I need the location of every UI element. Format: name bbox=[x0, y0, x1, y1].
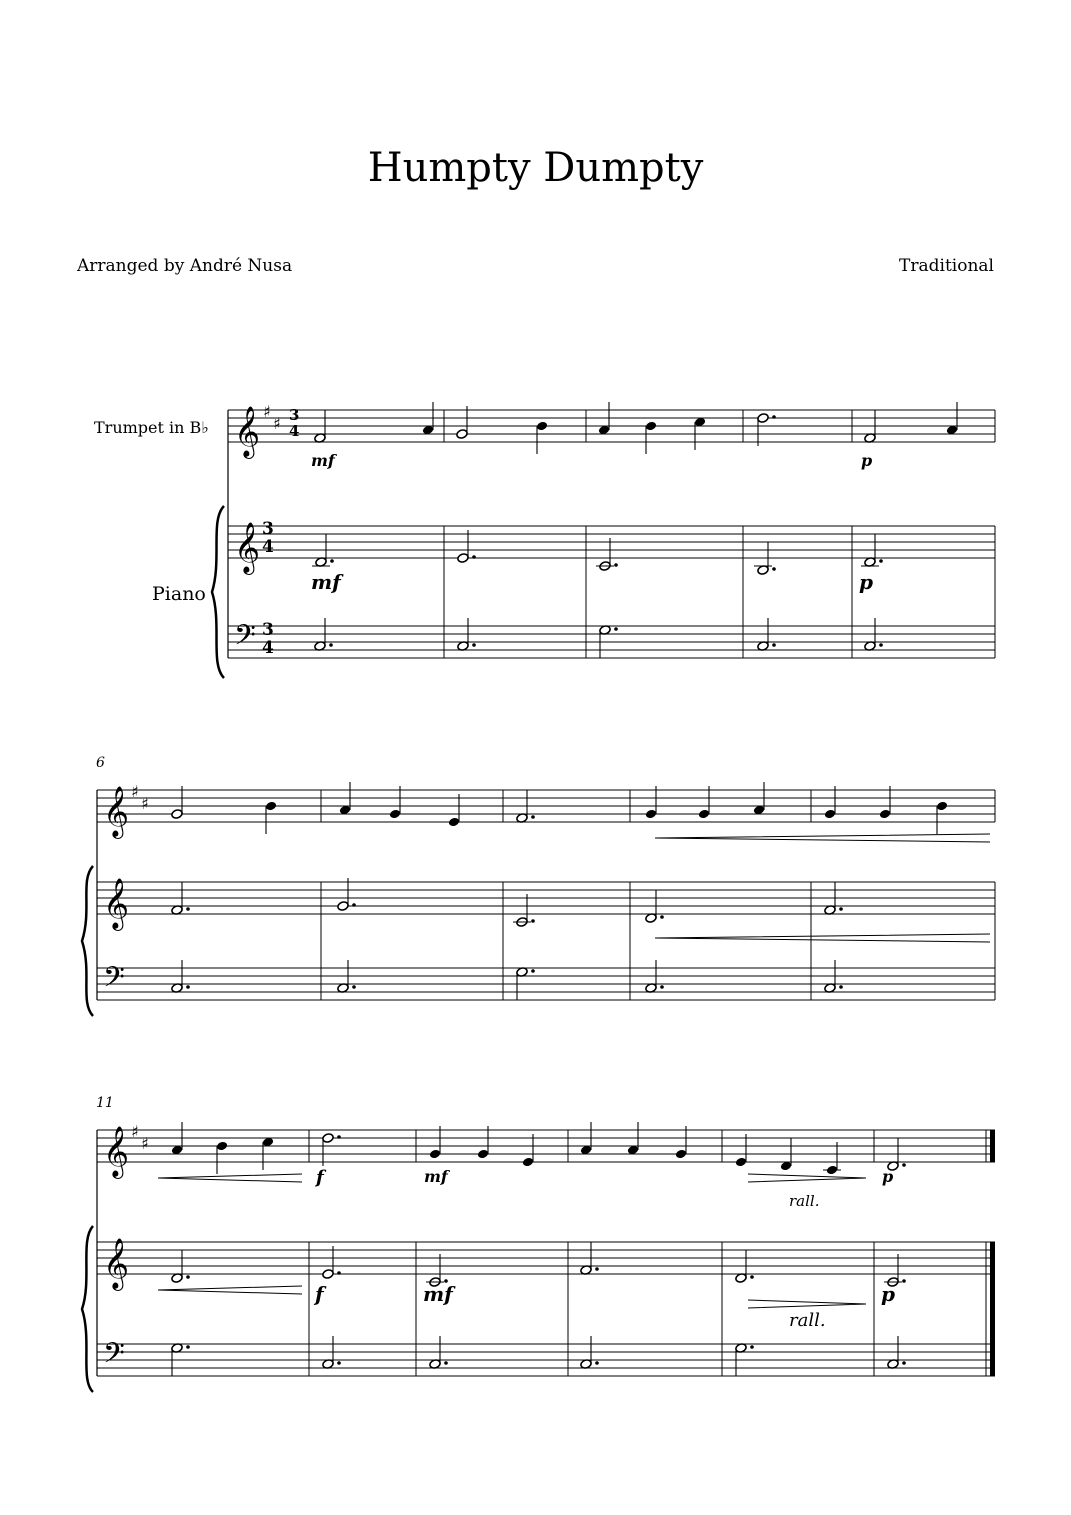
note bbox=[698, 786, 710, 819]
note bbox=[887, 1336, 906, 1369]
note bbox=[456, 406, 468, 439]
notes-layer bbox=[171, 402, 958, 1376]
note bbox=[879, 786, 891, 819]
note bbox=[645, 421, 657, 454]
note bbox=[675, 1126, 687, 1159]
piano-bass-staff-3 bbox=[97, 1344, 995, 1376]
treble-clef-icon: 𝄞 bbox=[234, 406, 261, 457]
note bbox=[946, 402, 958, 435]
trumpet-staff-3 bbox=[97, 1130, 995, 1162]
note bbox=[645, 960, 664, 993]
note bbox=[314, 410, 326, 443]
time-sig-lower: 4 bbox=[262, 537, 274, 557]
piano-brace-1 bbox=[212, 506, 224, 678]
treble-clef-icon: 𝄞 bbox=[103, 878, 130, 929]
note bbox=[337, 878, 356, 911]
note bbox=[322, 1133, 341, 1166]
note bbox=[216, 1141, 228, 1174]
note bbox=[753, 782, 765, 815]
note bbox=[936, 801, 948, 834]
note bbox=[735, 1250, 754, 1283]
note bbox=[757, 618, 776, 651]
dynamic-mf: mf bbox=[423, 1282, 453, 1306]
dynamic-mf: mf bbox=[311, 451, 335, 470]
crescendo-hairpin bbox=[158, 1174, 302, 1182]
note bbox=[522, 1134, 534, 1167]
svg-text:♯: ♯ bbox=[263, 402, 271, 421]
note bbox=[598, 402, 610, 435]
note bbox=[864, 618, 883, 651]
trumpet-staff-1 bbox=[228, 410, 995, 442]
note bbox=[171, 786, 183, 819]
piano-brace-2 bbox=[82, 866, 93, 1016]
time-sig-upper: 3 bbox=[289, 406, 300, 424]
time-sig-lower: 4 bbox=[262, 638, 274, 658]
time-sig-upper: 3 bbox=[262, 620, 274, 640]
piano-brace-3 bbox=[82, 1226, 93, 1392]
crescendo-hairpin bbox=[655, 834, 990, 842]
note bbox=[429, 1126, 441, 1159]
dynamic-p: p bbox=[859, 570, 873, 594]
dynamic-f: f bbox=[315, 1282, 324, 1306]
treble-clef-icon: 𝄞 bbox=[103, 1126, 130, 1177]
note bbox=[448, 794, 460, 827]
note bbox=[824, 882, 843, 915]
note bbox=[824, 786, 836, 819]
dynamic-mf: mf bbox=[424, 1167, 448, 1186]
note bbox=[315, 534, 334, 567]
measure-number: 11 bbox=[96, 1095, 114, 1111]
note bbox=[735, 1343, 754, 1376]
note bbox=[645, 786, 657, 819]
piano-bass-staff-2 bbox=[97, 968, 995, 1000]
note bbox=[757, 542, 776, 575]
dynamic-f: f bbox=[316, 1167, 324, 1188]
note bbox=[339, 782, 351, 815]
note bbox=[429, 1336, 448, 1369]
note bbox=[627, 1122, 639, 1155]
piano-treble-staff-3 bbox=[97, 1242, 995, 1274]
composer-credit: Traditional bbox=[899, 256, 994, 276]
note bbox=[171, 1250, 190, 1283]
crescendo-hairpin bbox=[158, 1286, 302, 1294]
piano-treble-staff-2 bbox=[97, 882, 995, 914]
note bbox=[457, 530, 476, 563]
note bbox=[536, 421, 548, 454]
note bbox=[457, 618, 476, 651]
note bbox=[265, 801, 277, 834]
note bbox=[389, 786, 401, 819]
note bbox=[171, 882, 190, 915]
note bbox=[171, 960, 190, 993]
trumpet-label: Trumpet in B♭ bbox=[94, 418, 209, 437]
note bbox=[780, 1138, 792, 1171]
arranger-credit: Arranged by André Nusa bbox=[77, 256, 293, 276]
svg-text:♯: ♯ bbox=[141, 1134, 149, 1153]
note bbox=[516, 790, 535, 823]
note bbox=[599, 625, 618, 658]
key-signature-sharps bbox=[131, 402, 281, 1153]
decrescendo-hairpin bbox=[748, 1174, 866, 1182]
treble-clef-icon: 𝄞 bbox=[103, 1238, 130, 1289]
note bbox=[864, 534, 883, 567]
dynamic-p: p bbox=[881, 1282, 895, 1306]
crescendo-hairpin bbox=[655, 934, 990, 942]
dynamic-p: p bbox=[882, 1167, 894, 1186]
treble-clef-icon: 𝄞 bbox=[103, 786, 130, 837]
measure-number: 6 bbox=[96, 755, 105, 771]
note bbox=[422, 402, 434, 435]
piano-treble-staff-1 bbox=[228, 526, 995, 558]
trumpet-staff-2 bbox=[97, 790, 995, 822]
svg-text:♯: ♯ bbox=[141, 794, 149, 813]
note bbox=[580, 1336, 599, 1369]
time-sig-upper: 3 bbox=[262, 519, 274, 539]
dynamic-p: p bbox=[861, 451, 873, 470]
note bbox=[262, 1137, 274, 1170]
tempo-rall: rall. bbox=[789, 1310, 826, 1331]
note bbox=[322, 1246, 341, 1279]
note bbox=[171, 1122, 183, 1155]
score-title: Humpty Dumpty bbox=[367, 145, 704, 191]
note bbox=[645, 890, 664, 923]
note bbox=[314, 618, 333, 651]
svg-text:♯: ♯ bbox=[273, 414, 281, 433]
note bbox=[864, 410, 876, 443]
piano-label: Piano bbox=[152, 583, 206, 605]
bass-clef-icon: 𝄢 bbox=[234, 619, 256, 659]
note bbox=[580, 1122, 592, 1155]
svg-text:♯: ♯ bbox=[131, 782, 139, 801]
note bbox=[735, 1134, 747, 1167]
note bbox=[516, 967, 535, 1000]
note bbox=[477, 1126, 489, 1159]
note bbox=[337, 960, 356, 993]
note bbox=[580, 1242, 599, 1275]
note bbox=[694, 417, 706, 450]
treble-clef-icon: 𝄞 bbox=[234, 522, 261, 573]
time-sig-lower: 4 bbox=[289, 422, 300, 440]
decrescendo-hairpin bbox=[748, 1300, 866, 1308]
bass-clef-icon: 𝄢 bbox=[103, 961, 125, 1001]
dynamic-mf: mf bbox=[311, 570, 341, 594]
note bbox=[757, 413, 776, 446]
tempo-rall: rall. bbox=[789, 1192, 820, 1210]
piano-bass-staff-1 bbox=[228, 626, 995, 658]
note bbox=[824, 960, 843, 993]
bass-clef-icon: 𝄢 bbox=[103, 1337, 125, 1377]
note bbox=[322, 1336, 341, 1369]
svg-text:♯: ♯ bbox=[131, 1122, 139, 1141]
note bbox=[171, 1343, 190, 1376]
